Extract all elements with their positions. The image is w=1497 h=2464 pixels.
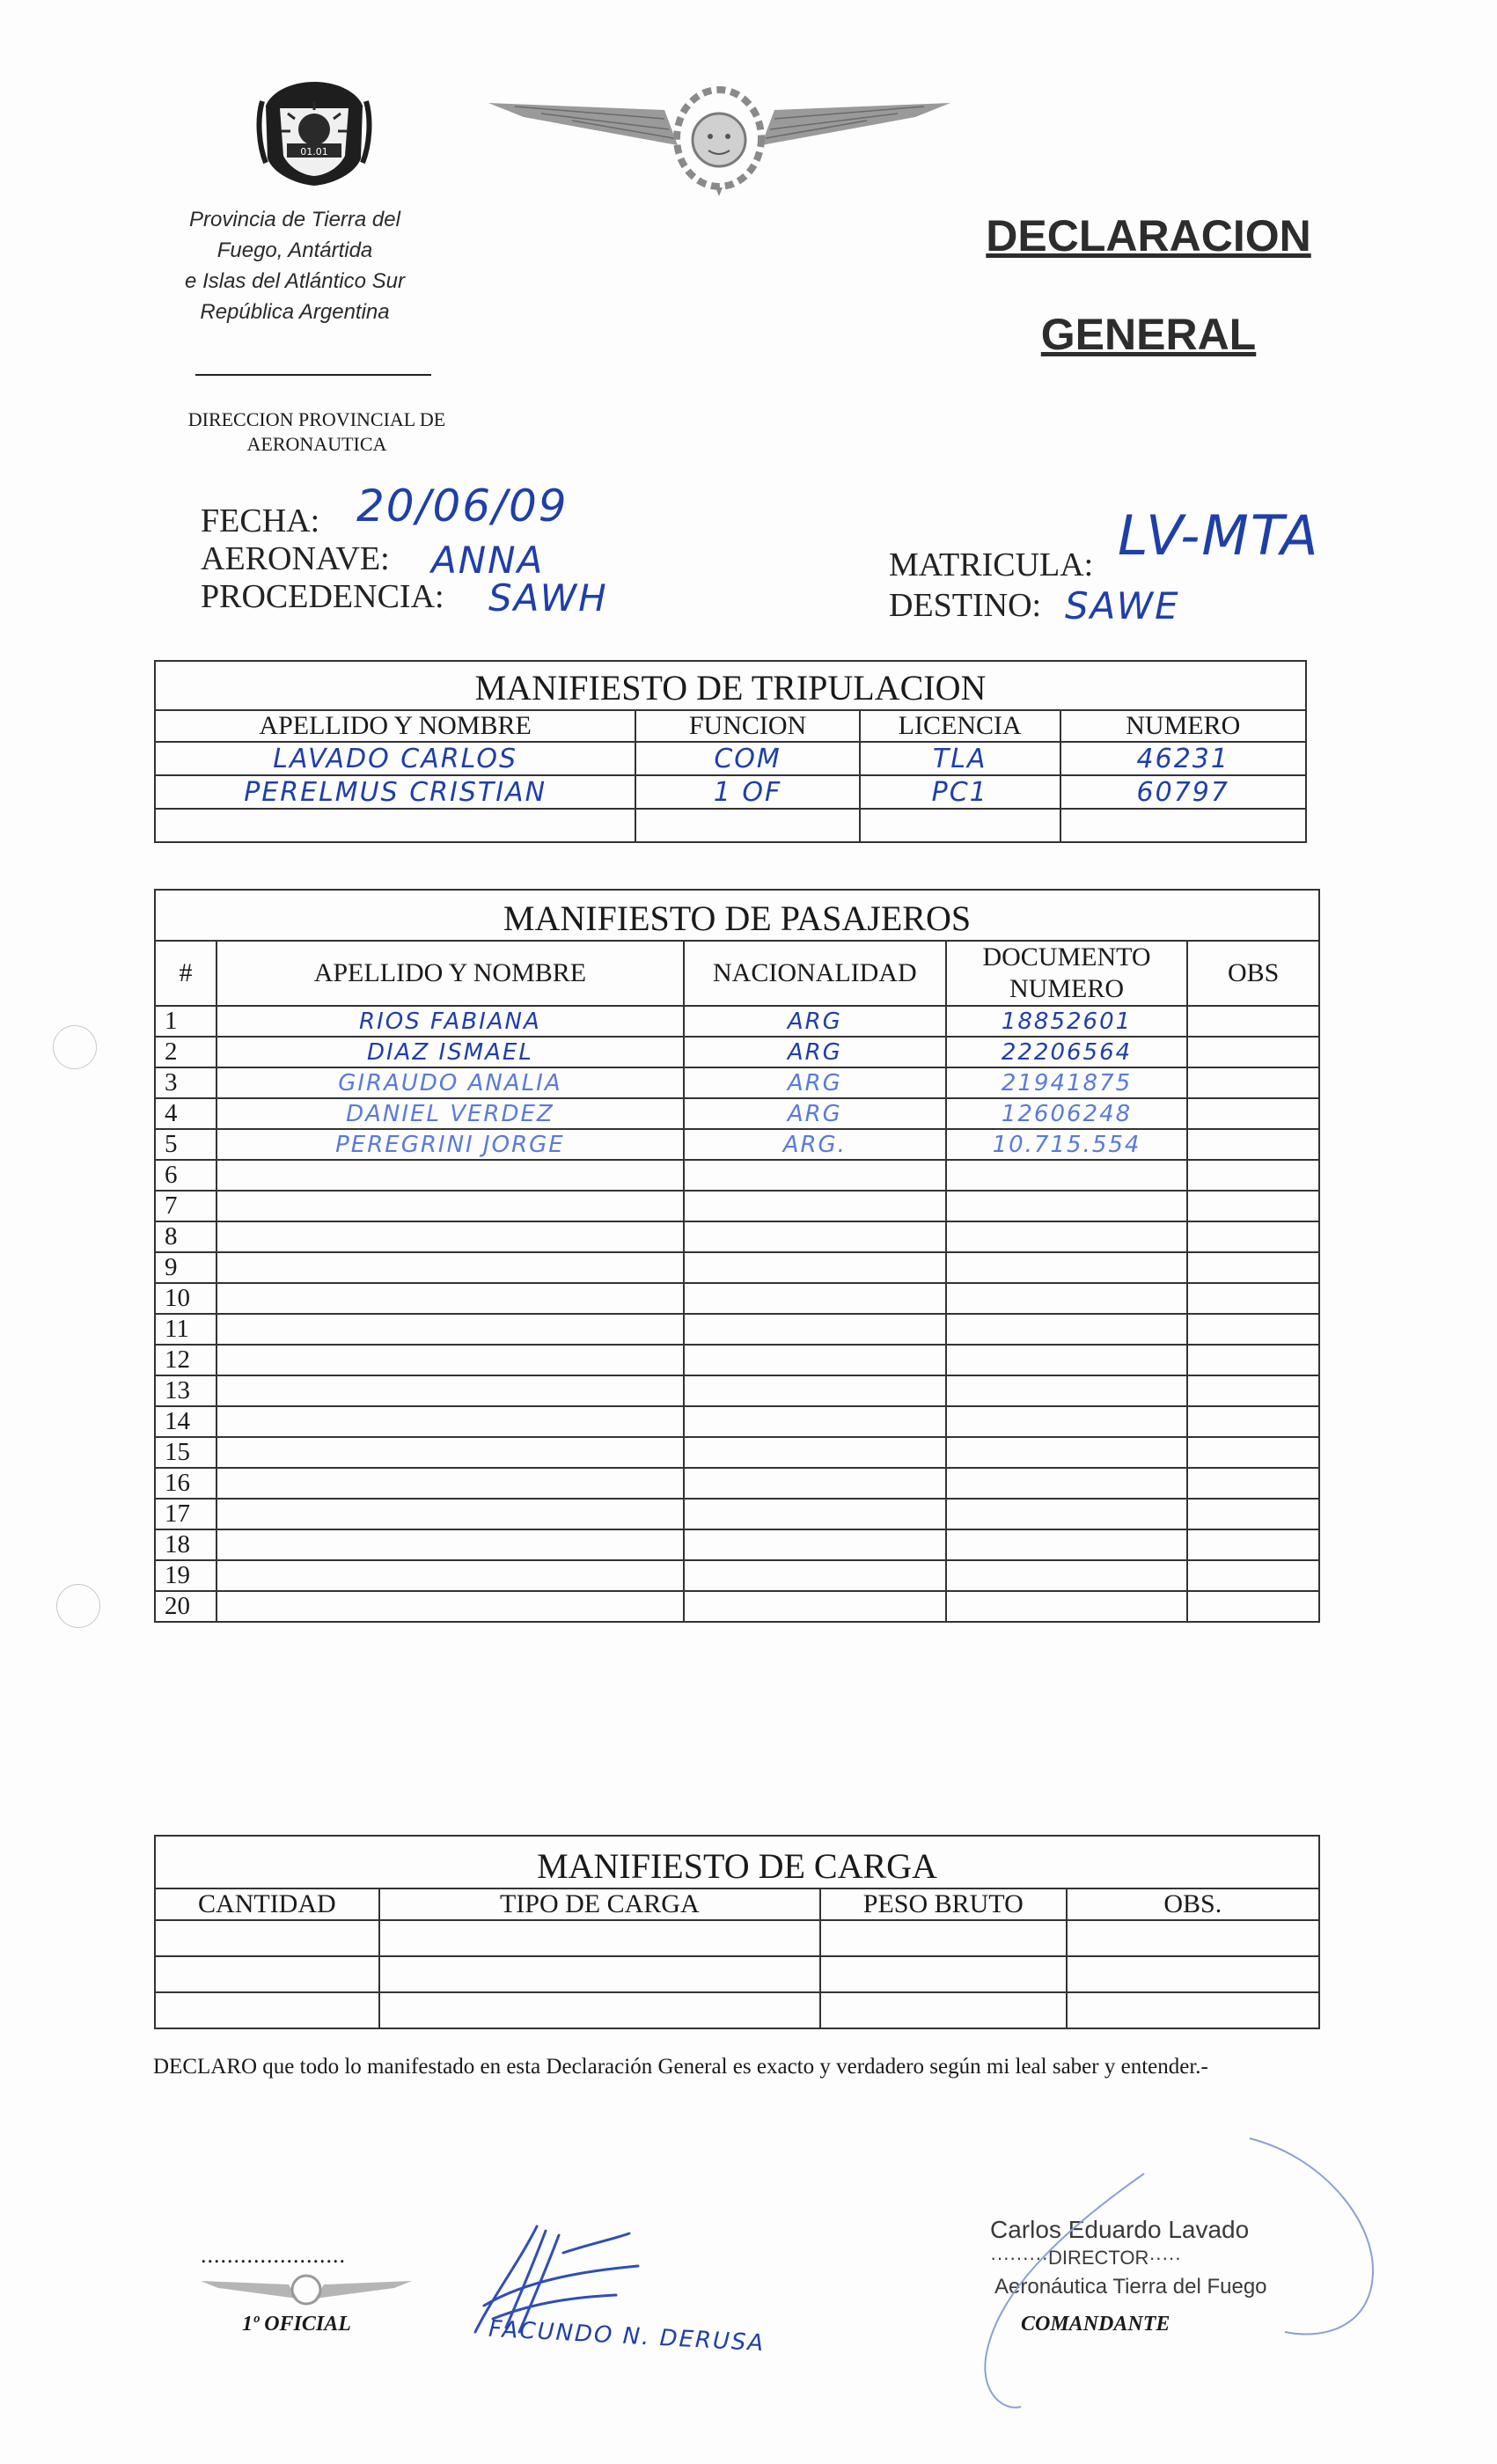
passenger-obs-cell[interactable]	[1187, 1129, 1319, 1160]
passenger-name-cell[interactable]	[216, 1314, 684, 1345]
passenger-obs-cell[interactable]	[1187, 1160, 1319, 1191]
passenger-obs-cell[interactable]	[1187, 1098, 1319, 1129]
matricula-value[interactable]: LV-MTA	[1118, 503, 1320, 568]
passenger-header-number: #	[155, 941, 216, 1006]
table-row	[155, 1920, 1319, 1956]
passenger-name-cell[interactable]	[216, 1437, 684, 1468]
table-row	[155, 1956, 1319, 1992]
document-title-line2: GENERAL	[1040, 310, 1257, 359]
cargo-cell[interactable]	[1067, 1956, 1319, 1992]
passenger-name-cell[interactable]: RIOS FABIANA	[216, 1006, 684, 1037]
passenger-obs-cell[interactable]	[1187, 1314, 1319, 1345]
table-row	[155, 1160, 1319, 1191]
province-line: Fuego, Antártida	[216, 238, 373, 262]
passenger-header-nationality: NACIONALIDAD	[684, 941, 946, 1006]
passenger-obs-cell[interactable]	[1187, 1283, 1319, 1314]
crew-license-cell[interactable]	[860, 809, 1060, 842]
passenger-document-cell[interactable]	[946, 1591, 1188, 1622]
table-row	[155, 1067, 1319, 1098]
passenger-nationality-cell[interactable]: ARG	[684, 1098, 946, 1129]
department-line: AERONAUTICA	[246, 433, 387, 455]
crew-header-function: FUNCION	[635, 710, 860, 742]
table-row	[155, 1345, 1319, 1375]
passenger-document-cell[interactable]	[946, 1468, 1188, 1499]
province-name	[132, 204, 458, 327]
passenger-manifest-title: MANIFIESTO DE PASAJEROS	[155, 890, 1319, 941]
table-row	[155, 1006, 1319, 1037]
passenger-nationality-cell[interactable]: ARG.	[684, 1129, 946, 1160]
passenger-number-cell: 15	[155, 1437, 216, 1468]
passenger-nationality-cell[interactable]	[684, 1499, 946, 1529]
passenger-document-cell[interactable]: 10.715.554	[946, 1129, 1188, 1160]
passenger-name-cell[interactable]	[216, 1468, 684, 1499]
passenger-document-cell[interactable]: 12606248	[946, 1098, 1188, 1129]
passenger-header-obs: OBS	[1187, 941, 1319, 1006]
passenger-document-cell[interactable]	[946, 1406, 1188, 1437]
passenger-number-cell: 11	[155, 1314, 216, 1345]
table-row	[155, 1499, 1319, 1529]
passenger-nationality-cell[interactable]	[684, 1314, 946, 1345]
passenger-number-cell: 14	[155, 1406, 216, 1437]
crew-function-cell[interactable]: 1 OF	[635, 775, 860, 809]
table-row	[155, 1252, 1319, 1283]
passenger-number-cell: 13	[155, 1375, 216, 1406]
passenger-obs-cell[interactable]	[1187, 1067, 1319, 1098]
table-row	[155, 1098, 1319, 1129]
passenger-document-cell[interactable]	[946, 1375, 1188, 1406]
passenger-name-cell[interactable]: DIAZ ISMAEL	[216, 1037, 684, 1067]
cargo-cell[interactable]	[379, 1992, 820, 2028]
table-row	[155, 1375, 1319, 1406]
passenger-obs-cell[interactable]	[1187, 1345, 1319, 1375]
fecha-value[interactable]: 20/06/09	[356, 480, 569, 532]
fecha-label: FECHA:	[201, 502, 320, 539]
cargo-cell[interactable]	[1067, 1920, 1319, 1956]
passenger-name-cell[interactable]	[216, 1221, 684, 1252]
cargo-cell[interactable]	[820, 1920, 1067, 1956]
table-row	[155, 1437, 1319, 1468]
passenger-document-cell[interactable]: 18852601	[946, 1006, 1188, 1037]
passenger-nationality-cell[interactable]	[684, 1345, 946, 1375]
passenger-document-cell[interactable]	[946, 1529, 1188, 1560]
passenger-name-cell[interactable]	[216, 1529, 684, 1560]
commander-signature-icon	[968, 2121, 1391, 2420]
table-row	[155, 1560, 1319, 1591]
crew-header-license: LICENCIA	[860, 710, 1060, 742]
province-line: República Argentina	[200, 300, 390, 324]
destino-label: DESTINO:	[889, 587, 1042, 624]
commander-stamp-title-text: DIRECTOR	[1047, 2247, 1149, 2269]
passenger-header-name: APELLIDO Y NOMBRE	[216, 941, 684, 1006]
crew-name-cell[interactable]: LAVADO CARLOS	[155, 742, 635, 775]
table-row	[155, 1314, 1319, 1345]
passenger-nationality-cell[interactable]	[684, 1221, 946, 1252]
table-row	[155, 1591, 1319, 1622]
crew-number-cell[interactable]	[1060, 809, 1306, 842]
table-row	[155, 809, 1306, 842]
officer-name-handwritten: FACUNDO N. DERUSA	[488, 2315, 766, 2358]
passenger-document-cell[interactable]	[946, 1191, 1188, 1221]
passenger-name-cell[interactable]	[216, 1345, 684, 1375]
commander-label: COMANDANTE	[1021, 2313, 1170, 2336]
passenger-name-cell[interactable]	[216, 1560, 684, 1591]
crew-header-name: APELLIDO Y NOMBRE	[155, 710, 635, 742]
crew-name-cell[interactable]: PERELMUS CRISTIAN	[155, 775, 635, 809]
passenger-nationality-cell[interactable]	[684, 1375, 946, 1406]
passenger-obs-cell[interactable]	[1187, 1037, 1319, 1067]
passenger-document-cell[interactable]	[946, 1160, 1188, 1191]
department-line: DIRECCION PROVINCIAL DE	[187, 408, 446, 430]
passenger-obs-cell[interactable]	[1187, 1375, 1319, 1406]
aeronave-label: AERONAVE:	[201, 540, 390, 577]
commander-stamp-name: Carlos Eduardo Lavado	[990, 2216, 1250, 2243]
table-row	[155, 1283, 1319, 1314]
table-row	[155, 775, 1306, 809]
cargo-cell[interactable]	[155, 1956, 379, 1992]
cargo-header-weight: PESO BRUTO	[820, 1888, 1067, 1920]
crew-number-cell[interactable]: 46231	[1060, 742, 1306, 775]
crew-function-cell[interactable]: COM	[635, 742, 860, 775]
passenger-nationality-cell[interactable]	[684, 1191, 946, 1221]
destino-value[interactable]: SAWE	[1065, 584, 1180, 627]
passenger-nationality-cell[interactable]: ARG	[684, 1037, 946, 1067]
passenger-obs-cell[interactable]	[1187, 1252, 1319, 1283]
passenger-name-cell[interactable]	[216, 1283, 684, 1314]
passenger-rows	[155, 1006, 1319, 1622]
passenger-name-cell[interactable]	[216, 1591, 684, 1622]
table-row	[155, 1221, 1319, 1252]
passenger-obs-cell[interactable]	[1187, 1221, 1319, 1252]
cargo-manifest-table	[154, 1835, 1320, 2029]
passenger-nationality-cell[interactable]: ARG	[684, 1067, 946, 1098]
passenger-nationality-cell[interactable]: ARG	[684, 1006, 946, 1037]
table-row	[155, 1191, 1319, 1221]
passenger-header-document: DOCUMENTO NUMERO	[946, 941, 1188, 1006]
province-line: Provincia de Tierra del	[189, 208, 400, 231]
table-row	[155, 1468, 1319, 1499]
passenger-obs-cell[interactable]	[1187, 1406, 1319, 1437]
passenger-document-cell[interactable]	[946, 1560, 1188, 1591]
passenger-number-cell: 3	[155, 1067, 216, 1098]
declaration-text: DECLARO que todo lo manifestado en esta Declaración General es exacto y verdadero según mi leal saber y entender.-	[153, 2055, 1208, 2079]
cargo-header-obs: OBS.	[1067, 1888, 1319, 1920]
passenger-obs-cell[interactable]	[1187, 1191, 1319, 1221]
passenger-name-cell[interactable]	[216, 1160, 684, 1191]
crew-manifest-title: MANIFIESTO DE TRIPULACION	[155, 661, 1306, 710]
passenger-name-cell[interactable]	[216, 1191, 684, 1221]
punch-hole	[53, 1025, 97, 1069]
passenger-nationality-cell[interactable]	[684, 1406, 946, 1437]
passenger-document-cell[interactable]	[946, 1437, 1188, 1468]
svg-text:01.01: 01.01	[300, 146, 328, 158]
passenger-name-cell[interactable]	[216, 1499, 684, 1529]
passenger-document-cell[interactable]: 22206564	[946, 1037, 1188, 1067]
passenger-document-cell[interactable]	[946, 1314, 1188, 1345]
passenger-number-cell: 18	[155, 1529, 216, 1560]
cargo-cell[interactable]	[155, 1992, 379, 2028]
procedencia-label: PROCEDENCIA:	[201, 578, 444, 615]
document-title-line1: DECLARACION	[986, 211, 1311, 260]
passenger-number-cell: 17	[155, 1499, 216, 1529]
crew-header-number: NUMERO	[1060, 710, 1306, 742]
crew-license-cell[interactable]: TLA	[860, 742, 1060, 775]
passenger-number-cell: 16	[155, 1468, 216, 1499]
passenger-obs-cell[interactable]	[1187, 1560, 1319, 1591]
officer-signature-line: ......................	[201, 2242, 346, 2268]
passenger-number-cell: 10	[155, 1283, 216, 1314]
commander-stamp-org: Aeronáutica Tierra del Fuego	[994, 2275, 1267, 2299]
table-row	[155, 1037, 1319, 1067]
commander-stamp-dots: ·····	[1148, 2247, 1182, 2269]
passenger-number-cell: 9	[155, 1252, 216, 1283]
passenger-obs-cell[interactable]	[1187, 1499, 1319, 1529]
passenger-obs-cell[interactable]	[1187, 1468, 1319, 1499]
passenger-obs-cell[interactable]	[1187, 1591, 1319, 1622]
passenger-obs-cell[interactable]	[1187, 1437, 1319, 1468]
passenger-document-cell[interactable]	[946, 1345, 1188, 1375]
passenger-number-cell: 8	[155, 1221, 216, 1252]
passenger-name-cell[interactable]	[216, 1375, 684, 1406]
passenger-obs-cell[interactable]	[1187, 1529, 1319, 1560]
passenger-nationality-cell[interactable]	[684, 1529, 946, 1560]
passenger-document-cell[interactable]	[946, 1252, 1188, 1283]
passenger-manifest-table	[154, 889, 1320, 1623]
commander-stamp-dots: ·········	[990, 2247, 1048, 2269]
passenger-nationality-cell[interactable]	[684, 1437, 946, 1468]
cargo-cell[interactable]	[820, 1992, 1067, 2028]
passenger-nationality-cell[interactable]	[684, 1252, 946, 1283]
passenger-nationality-cell[interactable]	[684, 1560, 946, 1591]
cargo-cell[interactable]	[1067, 1992, 1319, 2028]
passenger-name-cell[interactable]	[216, 1406, 684, 1437]
table-row	[155, 1529, 1319, 1560]
aeronave-value[interactable]: ANNA	[431, 539, 545, 582]
matricula-label: MATRICULA:	[889, 546, 1094, 583]
passenger-number-cell: 7	[155, 1191, 216, 1221]
passenger-number-cell: 6	[155, 1160, 216, 1191]
header-divider	[195, 374, 431, 376]
cargo-cell[interactable]	[379, 1920, 820, 1956]
passenger-number-cell: 20	[155, 1591, 216, 1622]
table-row	[155, 1406, 1319, 1437]
passenger-number-cell: 5	[155, 1129, 216, 1160]
procedencia-value[interactable]: SAWH	[488, 576, 608, 620]
cargo-cell[interactable]	[155, 1920, 379, 1956]
crew-manifest-table	[154, 660, 1307, 843]
province-line: e Islas del Atlántico Sur	[185, 269, 405, 293]
passenger-name-cell[interactable]	[216, 1252, 684, 1283]
passenger-number-cell: 2	[155, 1037, 216, 1067]
punch-hole	[56, 1584, 100, 1628]
passenger-nationality-cell[interactable]	[684, 1160, 946, 1191]
passenger-name-cell[interactable]: PEREGRINI JORGE	[216, 1129, 684, 1160]
table-row	[155, 1992, 1319, 2028]
passenger-number-cell: 4	[155, 1098, 216, 1129]
table-row	[155, 1129, 1319, 1160]
passenger-number-cell: 19	[155, 1560, 216, 1591]
cargo-cell[interactable]	[379, 1956, 820, 1992]
passenger-document-cell[interactable]: 21941875	[946, 1067, 1188, 1098]
cargo-cell[interactable]	[820, 1956, 1067, 1992]
passenger-name-cell[interactable]: GIRAUDO ANALIA	[216, 1067, 684, 1098]
passenger-document-cell[interactable]	[946, 1283, 1188, 1314]
passenger-name-cell[interactable]: DANIEL VERDEZ	[216, 1098, 684, 1129]
passenger-number-cell: 1	[155, 1006, 216, 1037]
passenger-document-cell[interactable]	[946, 1221, 1188, 1252]
officer-label: 1º OFICIAL	[242, 2313, 351, 2336]
passenger-obs-cell[interactable]	[1187, 1006, 1319, 1037]
cargo-manifest-title: MANIFIESTO DE CARGA	[155, 1836, 1319, 1888]
table-row	[155, 742, 1306, 775]
department-name	[163, 407, 471, 457]
crew-name-cell[interactable]	[155, 809, 635, 842]
cargo-header-quantity: CANTIDAD	[155, 1888, 379, 1920]
officer-stamp-icon	[201, 2272, 412, 2307]
aviation-wings-icon	[488, 84, 950, 198]
cargo-header-type: TIPO DE CARGA	[379, 1888, 820, 1920]
passenger-number-cell: 12	[155, 1345, 216, 1375]
passenger-nationality-cell[interactable]	[684, 1468, 946, 1499]
crew-license-cell[interactable]: PC1	[860, 775, 1060, 809]
province-emblem-icon	[255, 75, 374, 189]
passenger-document-cell[interactable]	[946, 1499, 1188, 1529]
crew-number-cell[interactable]: 60797	[1060, 775, 1306, 809]
passenger-nationality-cell[interactable]	[684, 1283, 946, 1314]
crew-function-cell[interactable]	[635, 809, 860, 842]
passenger-nationality-cell[interactable]	[684, 1591, 946, 1622]
